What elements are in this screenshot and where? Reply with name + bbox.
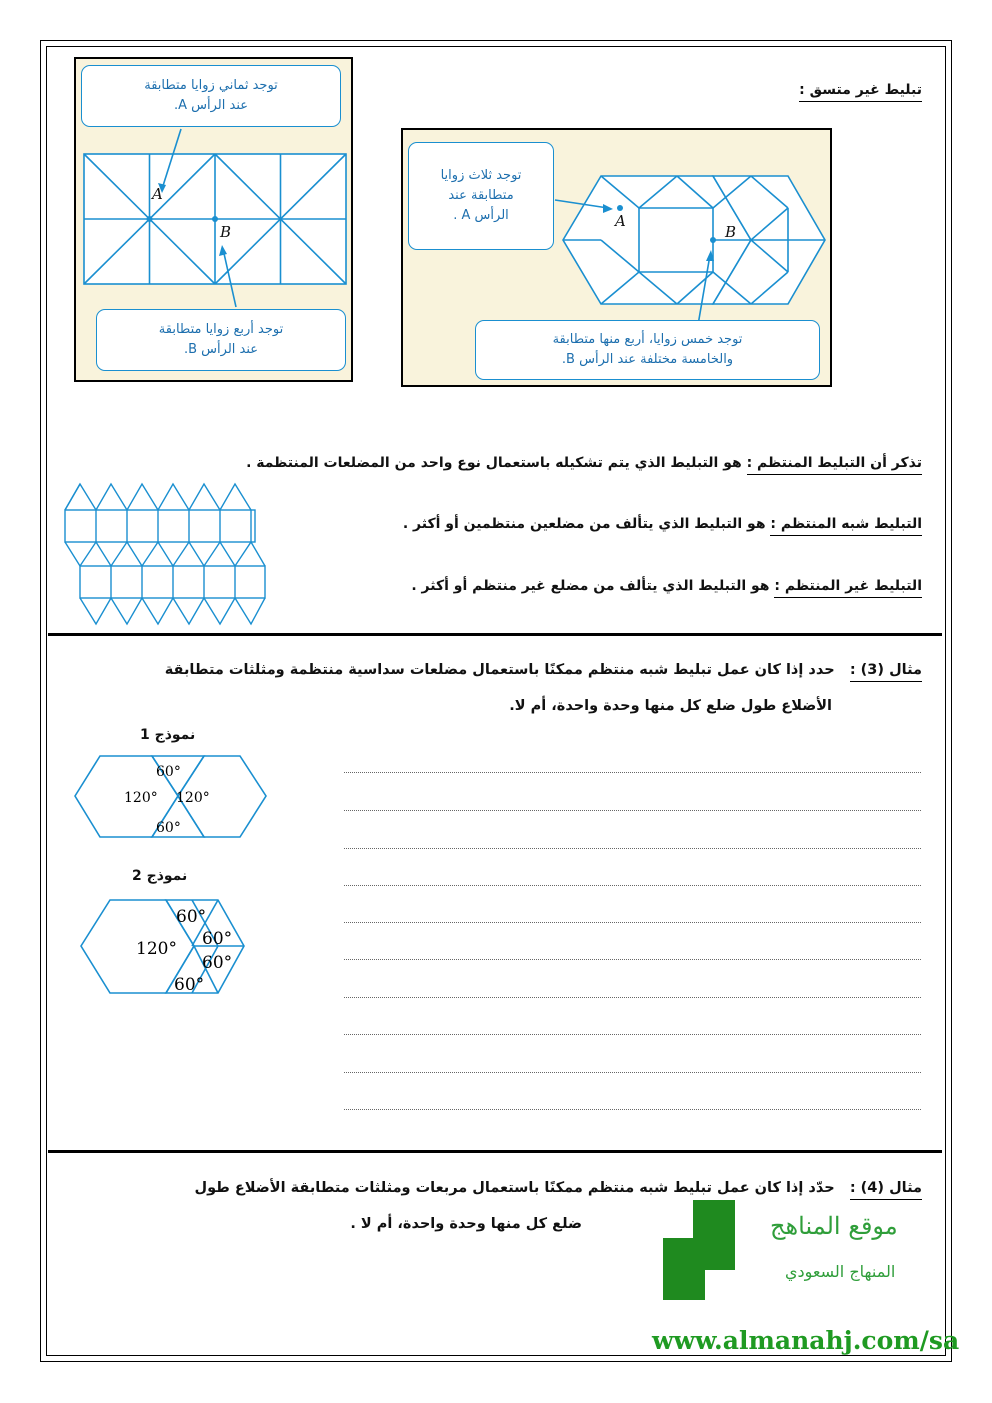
- figure-panel-left: [74, 57, 353, 382]
- definition-irregular-term: التبليط غير المنتظم :: [774, 578, 922, 598]
- model-2-angle-1: 60°: [176, 907, 207, 927]
- callout-vertex-b: [475, 320, 820, 380]
- section-title-text: تبليط غير متسق :: [799, 82, 922, 102]
- figure-panel-right: [401, 128, 832, 387]
- model-1-angle-bottom: 60°: [156, 820, 181, 836]
- irregular-tiling-pattern: [60, 480, 270, 630]
- definition-irregular: [411, 578, 922, 594]
- vertex-a-point: [617, 205, 623, 211]
- definition-regular-text: هو التبليط الذي يتم تشكيله باستعمال نوع واحد من المضلعات المنتظمة .: [246, 455, 742, 471]
- answer-line[interactable]: [344, 922, 921, 923]
- vertex-a-point: [147, 216, 153, 222]
- example-3-label: مثال (3) :: [850, 662, 922, 682]
- model-1-angle-left: 120°: [124, 790, 158, 806]
- vertex-b-point: [710, 237, 716, 243]
- answer-line[interactable]: [344, 1109, 921, 1110]
- section-divider: [48, 1150, 942, 1153]
- site-logo: [663, 1200, 738, 1302]
- example-4-text-1: حدّد إذا كان عمل تبليط شبه منتظم ممكنًا باستعمال مربعات ومثلثات متطابقة الأضلاع طول: [194, 1180, 835, 1196]
- example-3-text-1: حدد إذا كان عمل تبليط شبه منتظم ممكنًا باستعمال مضلعات سداسية منتظمة ومثلثات متطابقة: [164, 662, 835, 678]
- callout-vertex-a: [81, 65, 341, 127]
- answer-line[interactable]: [344, 810, 921, 811]
- section-title: [799, 82, 922, 98]
- answer-line[interactable]: [344, 1072, 921, 1073]
- watermark-title: موقع المناهج: [770, 1212, 898, 1240]
- model-2-angle-4: 60°: [174, 975, 205, 995]
- answer-line[interactable]: [344, 997, 921, 998]
- example-3-line-1: [165, 662, 922, 678]
- model-1-angle-top: 60°: [156, 764, 181, 780]
- answer-line[interactable]: [344, 1034, 921, 1035]
- model-1-angle-right: 120°: [176, 790, 210, 806]
- label-a: A: [615, 212, 626, 230]
- model-2-figure: [78, 896, 250, 998]
- watermark-subtitle: المنهاج السعودي: [785, 1262, 896, 1281]
- answer-line[interactable]: [344, 772, 921, 773]
- definition-semi-text: هو التبليط الذي يتألف من مضلعين منتظمين أو أكثر .: [402, 516, 766, 532]
- definition-irregular-text: هو التبليط الذي يتألف من مضلع غير منتظم أو أكثر .: [411, 578, 770, 594]
- callout-vertex-a: [408, 142, 554, 250]
- vertex-b-point: [212, 216, 218, 222]
- definition-regular: [246, 455, 922, 471]
- label-b: B: [725, 223, 737, 241]
- section-divider: [48, 633, 942, 636]
- model-1-label: نموذج 1: [140, 727, 196, 743]
- example-4-text-2: ضلع كل منها وحدة واحدة، أم لا .: [350, 1216, 582, 1232]
- callout-vertex-a-text: توجد ثلاث زوايا متطابقة عند الرأس A .: [440, 168, 522, 223]
- watermark-url[interactable]: www.almanahj.com/sa: [652, 1326, 960, 1355]
- label-a: A: [152, 185, 163, 203]
- label-b: B: [220, 223, 232, 241]
- definition-semi-regular: [403, 516, 922, 532]
- example-3-line-2: [509, 698, 832, 714]
- example-4-label: مثال (4) :: [850, 1180, 922, 1200]
- callout-vertex-b: [96, 309, 346, 371]
- model-2-angle-2: 60°: [202, 929, 233, 949]
- answer-line[interactable]: [344, 959, 921, 960]
- model-2-angle-3: 60°: [202, 953, 233, 973]
- model-1-figure: [70, 752, 270, 842]
- example-4-line-2: [350, 1216, 582, 1232]
- example-3-text-2: الأضلاع طول ضلع كل منها وحدة واحدة، أم لا.: [509, 698, 832, 714]
- example-4-line-1: [194, 1180, 922, 1196]
- model-2-label: نموذج 2: [132, 868, 188, 884]
- answer-line[interactable]: [344, 885, 921, 886]
- callout-vertex-b-text: توجد أربع زوايا متطابقة عند الرأس B.: [158, 322, 284, 357]
- definition-semi-term: التبليط شبه المنتظم :: [770, 516, 922, 536]
- answer-line[interactable]: [344, 848, 921, 849]
- callout-vertex-a-text: توجد ثماني زوايا متطابقة عند الرأس A.: [144, 78, 278, 113]
- model-2-angle-hex: 120°: [136, 939, 177, 959]
- callout-vertex-b-text: توجد خمس زوايا، أربع منها متطابقة والخامسة مختلفة عند الرأس B.: [552, 332, 743, 367]
- definition-regular-term: تذكر أن التبليط المنتظم :: [747, 455, 922, 475]
